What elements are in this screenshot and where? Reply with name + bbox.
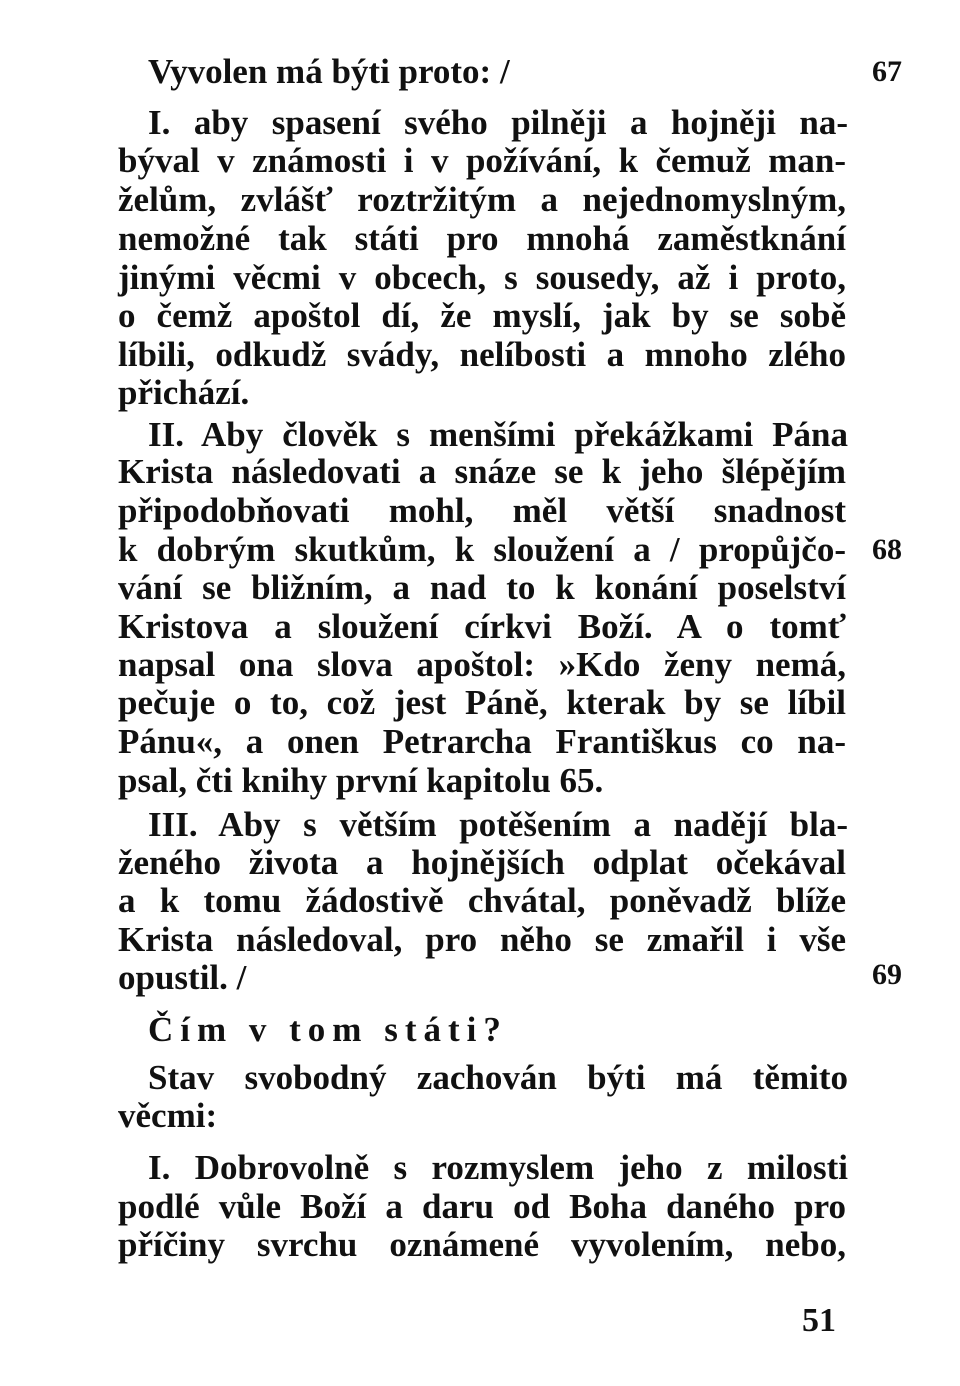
text-line: ženého života a hojnějších odplat očekával bbox=[118, 843, 846, 882]
text-line: II. Aby člověk s menšími překážkami Pána bbox=[148, 415, 848, 454]
text-line: přichází. bbox=[118, 373, 250, 412]
text-line: líbili, odkudž svády, nelíbosti a mnoho zlého bbox=[118, 335, 846, 374]
page-number: 51 bbox=[802, 1302, 836, 1339]
text-line: připodobňovati mohl, měl větší snadnost bbox=[118, 491, 846, 530]
text-line: a k tomu žádostivě chvátal, poněvadž blíže bbox=[118, 881, 846, 920]
margin-page-number: 69 bbox=[872, 958, 902, 991]
text-line: psal, čti knihy první kapitolu 65. bbox=[118, 761, 604, 800]
text-line: želům, zvlášť roztržitým a nejednomyslným, bbox=[118, 180, 846, 219]
text-line: jinými věcmi v obcech, s sousedy, až i proto, bbox=[118, 258, 846, 297]
text-line: napsal ona slova apoštol: »Kdo ženy nemá, bbox=[118, 645, 846, 684]
text-line: Stav svobodný zachován býti má těmito bbox=[148, 1058, 848, 1097]
text-line: I. aby spasení svého pilněji a hojněji na- bbox=[148, 103, 848, 142]
text-line: III. Aby s větším potěšením a nadějí bla- bbox=[148, 805, 848, 844]
text-line: podlé vůle Boží a daru od Boha daného pro bbox=[118, 1187, 846, 1226]
text-line: pečuje o to, což jest Páně, kterak by se líbil bbox=[118, 683, 846, 722]
text-line: I. Dobrovolně s rozmyslem jeho z milosti bbox=[148, 1148, 848, 1187]
section-heading: Čím v tom státi? bbox=[148, 1010, 508, 1049]
text-line: k dobrým skutkům, k sloužení a / propůjčo- bbox=[118, 530, 846, 569]
text-line: příčiny svrchu oznámené vyvolením, nebo, bbox=[118, 1225, 846, 1264]
text-line: Kristova a sloužení církvi Boží. A o tomť bbox=[118, 607, 846, 646]
text-line: býval v známosti i v požívání, k čemuž man- bbox=[118, 141, 846, 180]
text-line: Vyvolen má býti proto: / bbox=[148, 52, 510, 91]
text-line: vání se bližním, a nad to k konání poselství bbox=[118, 568, 846, 607]
text-line: nemožné tak státi pro mnohá zaměstknání bbox=[118, 219, 846, 258]
text-line: věcmi: bbox=[118, 1096, 218, 1135]
margin-page-number: 68 bbox=[872, 533, 902, 566]
text-line: Pánu«, a onen Petrarcha Františkus co na- bbox=[118, 722, 846, 761]
text-line: Krista následovati a snáze se k jeho šlépějím bbox=[118, 452, 846, 491]
margin-page-number: 67 bbox=[872, 55, 902, 88]
text-line: o čemž apoštol dí, že myslí, jak by se sobě bbox=[118, 296, 846, 335]
text-line: opustil. / bbox=[118, 958, 247, 997]
text-line: Krista následoval, pro něho se zmařil i vše bbox=[118, 920, 846, 959]
